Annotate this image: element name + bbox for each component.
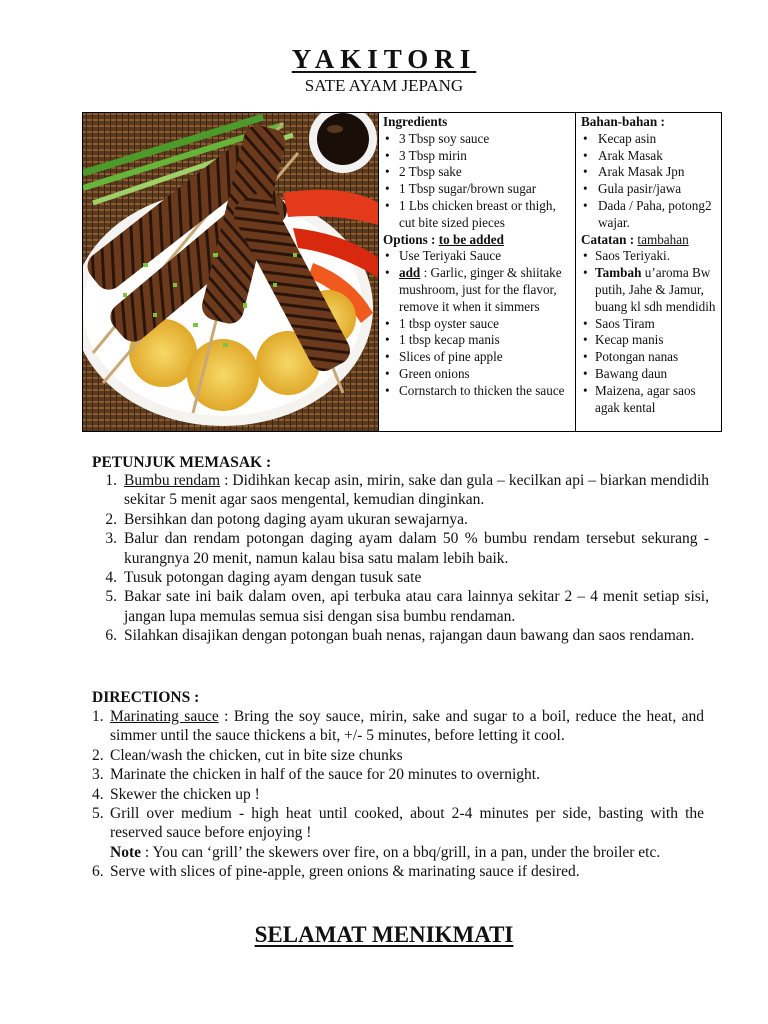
list-item: • Saos Teriyaki.: [581, 248, 719, 265]
list-item: • 3 Tbsp soy sauce: [383, 131, 573, 148]
list-item: • 1 tbsp oyster sauce: [383, 316, 573, 333]
catatan-list: [581, 248, 719, 416]
yakitori-photo: [83, 113, 379, 431]
recipe-table: [82, 112, 722, 432]
ingredients-list: [383, 131, 573, 232]
closing-message: SELAMAT MENIKMATI: [254, 922, 514, 947]
list-item: • Kecap asin: [581, 131, 719, 148]
list-item: 3. Marinate the chicken in half of the sauce for 20 minutes to overnight.: [92, 766, 540, 784]
list-item: 2. Clean/wash the chicken, cut in bite size chunks: [92, 746, 403, 764]
bahan-column: [576, 113, 721, 431]
list-item: • Slices of pine apple: [383, 349, 573, 366]
recipe-title: YAKITORI: [291, 44, 477, 74]
list-item: • 1 tbsp kecap manis: [383, 332, 573, 349]
list-item: 6. Silahkan disajikan dengan potongan buah nenas, rajangan daun bawang dan saos rendaman.: [105, 627, 695, 645]
list-item: • Use Teriyaki Sauce: [383, 248, 573, 265]
list-item: 2. Bersihkan dan potong daging ayam ukuran sewajarnya.: [105, 510, 468, 528]
options-heading: Options : to be added: [383, 231, 504, 247]
list-item: 6. Serve with slices of pine-apple, green onions & marinating sauce if desired.: [92, 863, 580, 881]
ingredients-column: [379, 113, 576, 431]
list-item: • Maizena, agar saos agak kental: [581, 383, 719, 417]
list-item: • Cornstarch to thicken the sauce: [383, 383, 573, 400]
directions-steps: [92, 707, 704, 882]
petunjuk-steps: [97, 471, 709, 646]
list-item: 4. Tusuk potongan daging ayam dengan tusuk sate: [105, 569, 422, 587]
list-item: 5. Bakar sate ini baik dalam oven, api terbuka atau cara lainnya sekitar 2 – 4 menit setiap sisi, jangan lupa memulas semua sisi dengan sisa bumbu rendaman.: [105, 588, 709, 625]
yakitori-photo-illustration: [83, 113, 379, 431]
bahan-heading: Bahan-bahan :: [581, 114, 665, 129]
recipe-subtitle: SATE AYAM JEPANG: [304, 76, 464, 95]
petunjuk-heading: PETUNJUK MEMASAK :: [92, 454, 272, 471]
ingredients-heading: Ingredients: [383, 114, 448, 129]
list-item: • Saos Tiram: [581, 316, 719, 333]
list-item: • 1 Tbsp sugar/brown sugar: [383, 181, 573, 198]
list-item: 3. Balur dan rendam potongan daging ayam dalam 50 % bumbu rendam tersebut sekurang -kurangnya 20 menit, namun kalau bisa satu malam lebih baik.: [105, 530, 709, 567]
directions-heading: DIRECTIONS :: [92, 689, 200, 706]
list-item: • Bawang daun: [581, 366, 719, 383]
list-item: 5. Grill over medium - high heat until cooked, about 2-4 minutes per side, basting with the reserved sauce before enjoying ! Note : You can ‘grill’ the skewers over fire, on a bbq/grill, in a pan, under the broiler etc.: [92, 805, 704, 861]
options-list: [383, 248, 573, 399]
list-item: • Arak Masak: [581, 148, 719, 165]
list-item: • 2 Tbsp sake: [383, 164, 573, 181]
list-item: • add : Garlic, ginger & shiitake mushroom, just for the flavor, remove it when it simmers: [383, 265, 573, 315]
list-item: 1. Bumbu rendam : Didihkan kecap asin, mirin, sake dan gula – kecilkan api – biarkan mendidih sekitar 5 menit agar saos mengental, kemudian dinginkan.: [105, 472, 709, 509]
list-item: • Tambah u’aroma Bw putih, Jahe & Jamur, buang kl sdh mendidih: [581, 265, 719, 315]
list-item: • Potongan nanas: [581, 349, 719, 366]
catatan-heading: Catatan : tambahan: [581, 231, 689, 247]
list-item: • Green onions: [383, 366, 573, 383]
list-item: • Gula pasir/jawa: [581, 181, 719, 198]
list-item: 1. Marinating sauce : Bring the soy sauce, mirin, sake and sugar to a boil, reduce the heat, and simmer until the sauce thickens a bit, +/- 5 minutes, before letting it cool.: [92, 708, 704, 745]
list-item: • Dada / Paha, potong2 wajar.: [581, 198, 719, 232]
list-item: • Kecap manis: [581, 332, 719, 349]
note: Note : You can ‘grill’ the skewers over fire, on a bbq/grill, in a pan, under the broiler etc.: [110, 843, 661, 861]
list-item: • 1 Lbs chicken breast or thigh, cut bite sized pieces: [383, 198, 573, 232]
list-item: 4. Skewer the chicken up !: [92, 785, 260, 803]
list-item: • Arak Masak Jpn: [581, 164, 719, 181]
list-item: • 3 Tbsp mirin: [383, 148, 573, 165]
bahan-list: [581, 131, 719, 232]
